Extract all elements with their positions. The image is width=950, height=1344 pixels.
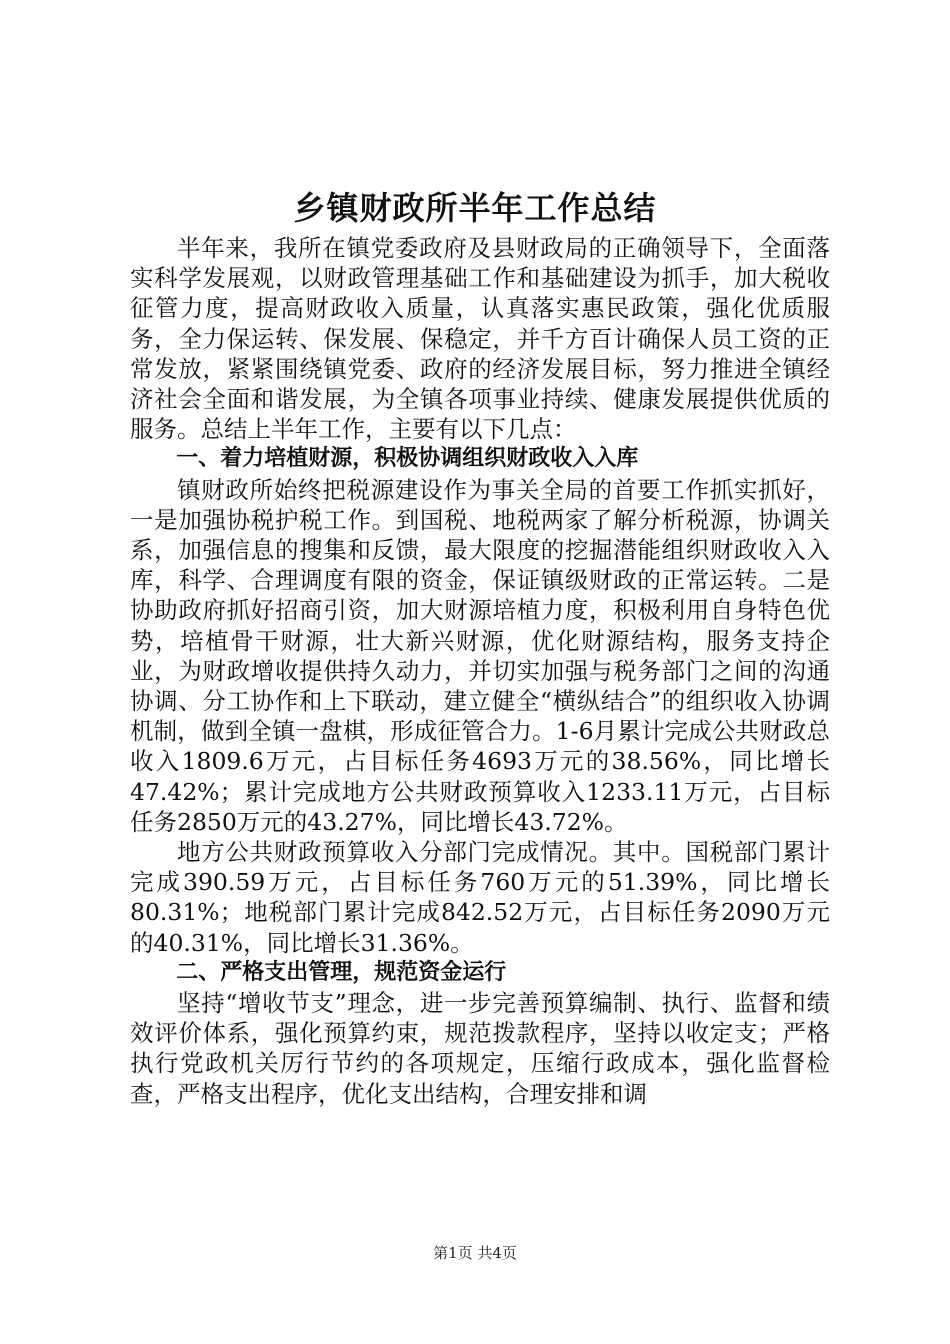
section-1-paragraph-1: 镇财政所始终把税源建设作为事关全局的首要工作抓实抓好，一是加强协税护税工作。到国税、地税两家了解分析税源，协调关系，加强信息的搜集和反馈，最大限度的挖掘潜能组织财政收入入库，科学、合理调度有限的资金，保证镇级财政的正常运转。二是协助政府抓好招商引资，加大财源培植力度，积极利用自身特色优势，培植骨干财源，壮大新兴财源，优化财源结构，服务支持企业，为财政增收提供持久动力，并切实加强与税务部门之间的沟通协调、分工协作和上下联动，建立健全“横纵结合”的组织收入协调机制，做到全镇一盘棋，形成征管合力。1-6月累计完成公共财政总收入1809.6万元，占目标任务4693万元的38.56%，同比增长47.42%；累计完成地方公共财政预算收入1233.11万元，占目标任务2850万元的43.27%，同比增长43.72%。 <box>130 475 830 836</box>
section-2-paragraph-1: 坚持“增收节支”理念，进一步完善预算编制、执行、监督和绩效评价体系，强化预算约束，规范拨款程序，坚持以收定支；严格执行党政机关厉行节约的各项规定，压缩行政成本，强化监督检查，严格支出程序，优化支出结构，合理安排和调 <box>130 989 830 1108</box>
document-body <box>130 233 830 1109</box>
intro-paragraph: 半年来，我所在镇党委政府及县财政局的正确领导下，全面落实科学发展观，以财政管理基础工作和基础建设为抓手，加大税收征管力度，提高财政收入质量，认真落实惠民政策，强化优质服务，全力保运转、保发展、保稳定，并千方百计确保人员工资的正常发放，紧紧围绕镇党委、政府的经济发展目标，努力推进全镇经济社会全面和谐发展，为全镇各项事业持续、健康发展提供优质的服务。总结上半年工作，主要有以下几点： <box>130 234 830 444</box>
page-number-footer: 第1页 共4页 <box>433 1244 517 1262</box>
section-heading-1: 一、着力培植财源，积极协调组织财政收入入库 <box>176 446 639 472</box>
document-title: 乡镇财政所半年工作总结 <box>293 189 657 227</box>
section-heading-2: 二、严格支出管理，规范资金运行 <box>176 959 507 985</box>
section-1-paragraph-2: 地方公共财政预算收入分部门完成情况。其中。国税部门累计完成390.59万元，占目标任务760万元的51.39%，同比增长80.31%；地税部门累计完成842.52万元，占目标任务2090万元的40.31%，同比增长31.36%。 <box>130 838 830 957</box>
